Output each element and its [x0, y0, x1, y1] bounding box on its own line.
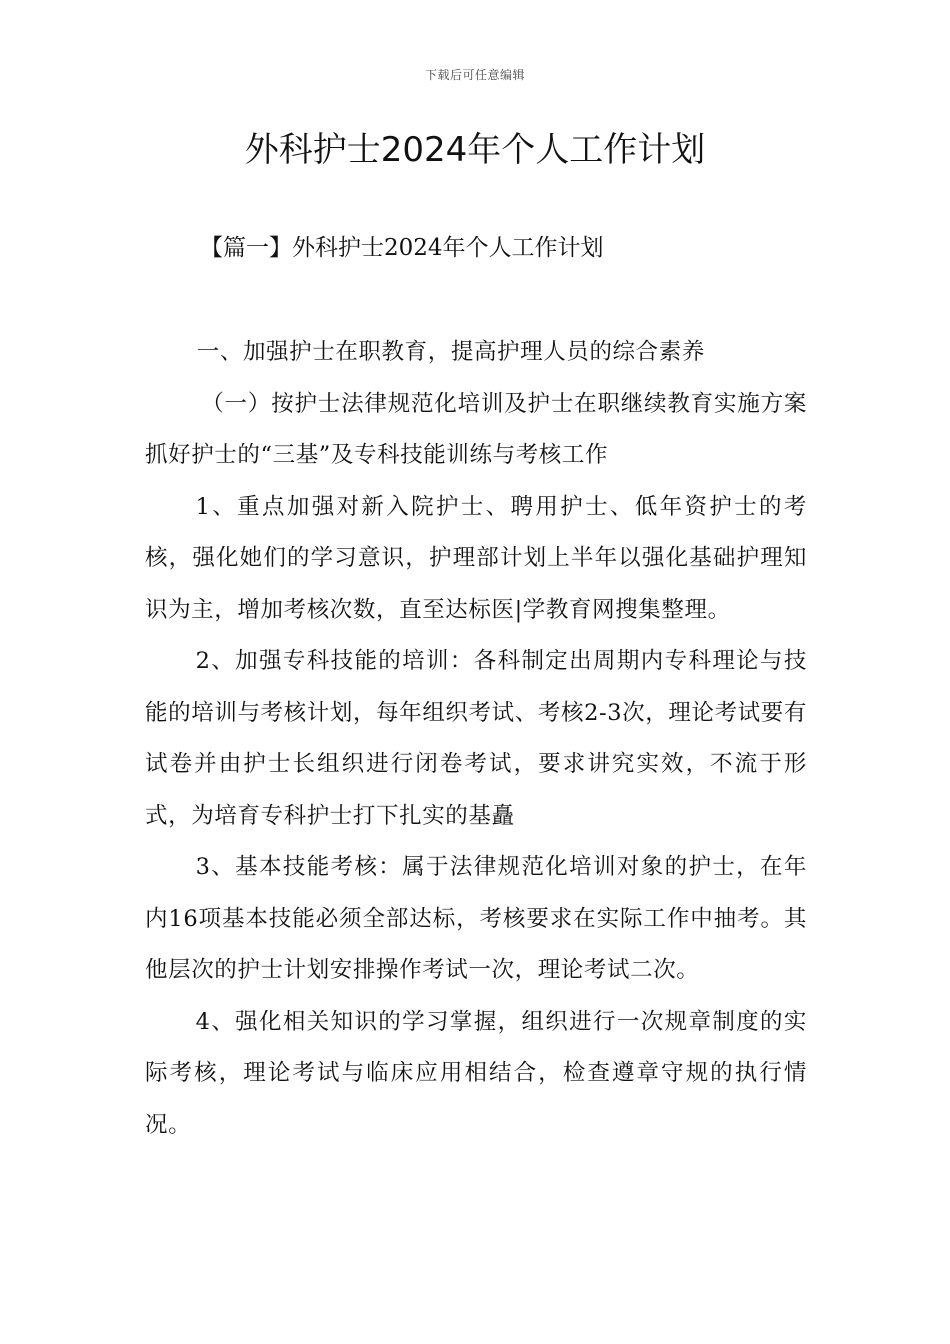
paragraph-item-4: 4、强化相关知识的学习掌握，组织进行一次规章制度的实际考核，理论考试与临床应用相结合，检查遵章守规的执行情况。: [145, 1008, 807, 1138]
document-title: 外科护士2024年个人工作计划: [244, 130, 706, 170]
section-heading-1: 一、加强护士在职教育，提高护理人员的综合素养: [196, 339, 705, 365]
subsection-heading-1: （一）按护士法律规范化培训及护士在职继续教育实施方案抓好护士的“三基”及专科技能训练与考核工作: [145, 390, 807, 468]
header-note: 下载后可任意编辑: [424, 68, 525, 82]
paragraph-item-3: 3、基本技能考核：属于法律规范化培训对象的护士，在年内16项基本技能必须全部达标，考核要求在实际工作中抽考。其他层次的护士计划安排操作考试一次，理论考试二次。: [145, 854, 807, 983]
paragraph-item-1: 1、重点加强对新入院护士、聘用护士、低年资护士的考核，强化她们的学习意识，护理部计划上半年以强化基础护理知识为主，增加考核次数，直至达标医|学教育网搜集整理。: [145, 493, 807, 623]
paragraph-item-2: 2、加强专科技能的培训：各科制定出周期内专科理论与技能的培训与考核计划，每年组织考试、考核2-3次，理论考试要有试卷并由护士长组织进行闭卷考试，要求讲究实效，不流于形式，为培育专科护士打下扎实的基矗: [145, 648, 807, 829]
chapter-heading: 【篇一】外科护士2024年个人工作计划: [200, 235, 604, 261]
document-body: [145, 327, 807, 1151]
